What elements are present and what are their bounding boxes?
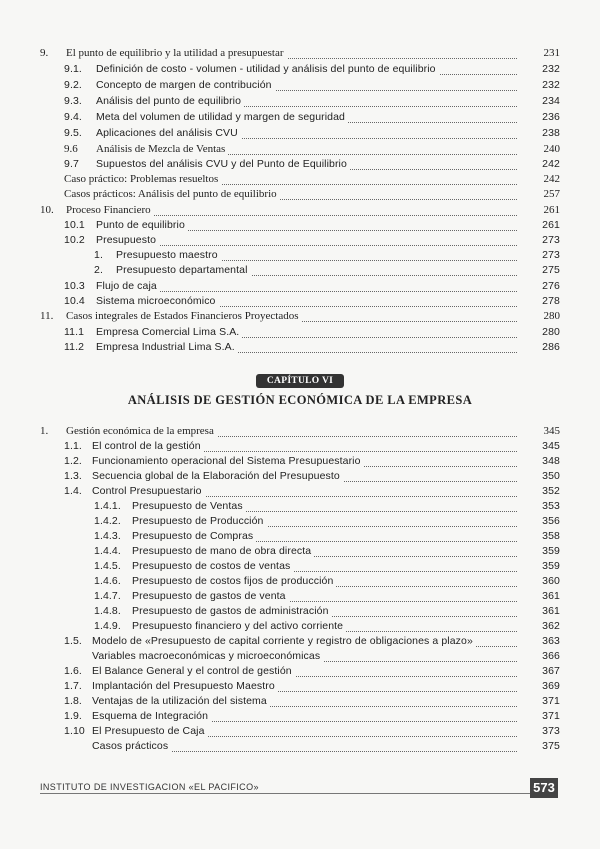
toc-entry-title: Funcionamiento operacional del Sistema Presupuestario <box>92 454 364 469</box>
toc-entry <box>0 709 600 724</box>
toc-entry-title: Presupuesto de Ventas <box>132 499 246 514</box>
toc-entry-page: 278 <box>517 294 560 309</box>
toc-entry-page: 359 <box>517 559 560 574</box>
toc-entry-title: Ventajas de la utilización del sistema <box>92 694 270 709</box>
toc-entry-title: Flujo de caja <box>96 279 160 294</box>
toc-entry <box>0 574 600 589</box>
toc-entry <box>0 679 600 694</box>
toc-entry <box>0 499 600 514</box>
toc-entry-title: Análisis del punto de equilibrio <box>96 94 244 109</box>
toc-entry-title: El punto de equilibrio y la utilidad a presupuestar <box>66 46 287 61</box>
toc-entry-page: 273 <box>517 233 560 248</box>
toc-entry-number: 1.4.9. <box>94 620 121 632</box>
toc-entry-number: 1.4.3. <box>94 530 121 542</box>
toc-entry-page: 363 <box>517 634 560 649</box>
toc-entry-page: 345 <box>517 424 560 439</box>
toc-entry-title: Empresa Comercial Lima S.A. <box>96 325 242 340</box>
toc-entry-number: 9.6 <box>64 143 78 155</box>
toc-entry-number: 1.9. <box>64 710 82 722</box>
toc-entry-page: 232 <box>517 62 560 77</box>
toc-entry-title: Implantación del Presupuesto Maestro <box>92 679 278 694</box>
toc-entry-title: Aplicaciones del análisis CVU <box>96 126 241 141</box>
toc-entry <box>0 78 600 93</box>
toc-entry-title: Supuestos del análisis CVU y del Punto de Equilibrio <box>96 157 350 172</box>
toc-entry <box>0 309 600 324</box>
toc-entry-number: 9.1. <box>64 63 82 75</box>
toc-entry-page: 275 <box>517 263 560 278</box>
toc-entry-number: 1.8. <box>64 695 82 707</box>
toc-entry-number: 9.3. <box>64 95 82 107</box>
toc-entry <box>0 559 600 574</box>
toc-entry-page: 261 <box>517 218 560 233</box>
toc-entry-title: Casos prácticos <box>92 739 171 754</box>
toc-entry <box>0 694 600 709</box>
toc-entry-page: 371 <box>517 694 560 709</box>
toc-entry-title: Presupuesto departamental <box>116 263 251 278</box>
toc-entry-number: 1.4. <box>64 485 82 497</box>
toc-entry <box>0 126 600 141</box>
toc-entry-title: Meta del volumen de utilidad y margen de seguridad <box>96 110 348 125</box>
toc-entry-page: 238 <box>517 126 560 141</box>
toc-entry-page: 286 <box>517 340 560 355</box>
toc-entry <box>0 172 600 187</box>
toc-entry-number: 1. <box>40 425 49 437</box>
toc-entry-number: 9. <box>40 47 49 59</box>
toc-entry <box>0 634 600 649</box>
toc-entry-title: Proceso Financiero <box>66 203 154 218</box>
toc-entry <box>0 62 600 77</box>
toc-entry-page: 236 <box>517 110 560 125</box>
toc-entry-title: Control Presupuestario <box>92 484 205 499</box>
toc-entry-number: 11. <box>40 310 54 322</box>
toc-entry-number: 1.1. <box>64 440 82 452</box>
toc-entry-number: 1.7. <box>64 680 82 692</box>
toc-entry <box>0 469 600 484</box>
toc-entry <box>0 604 600 619</box>
toc-entry-page: 358 <box>517 529 560 544</box>
toc-entry-title: El control de la gestión <box>92 439 204 454</box>
toc-entry-page: 350 <box>517 469 560 484</box>
toc-entry <box>0 142 600 157</box>
toc-entry-title: Presupuesto <box>96 233 159 248</box>
dot-leader <box>96 291 535 292</box>
toc-entry-number: 1.6. <box>64 665 82 677</box>
toc-entry-title: Secuencia global de la Elaboración del Presupuesto <box>92 469 343 484</box>
toc-entry <box>0 46 600 61</box>
toc-entry <box>0 263 600 278</box>
toc-entry-title: Sistema microeconómico <box>96 294 219 309</box>
toc-entry-title: Definición de costo - volumen - utilidad y análisis del punto de equilibrio <box>96 62 439 77</box>
toc-entry-title: Variables macroeconómicas y microeconómicas <box>92 649 323 664</box>
toc-entry-number: 1.5. <box>64 635 82 647</box>
toc-entry-number: 10.3 <box>64 280 85 292</box>
toc-entry-number: 9.5. <box>64 127 82 139</box>
toc-entry-title: Presupuesto de gastos de administración <box>132 604 332 619</box>
toc-entry-title: Presupuesto maestro <box>116 248 221 263</box>
toc-entry-number: 9.4. <box>64 111 82 123</box>
toc-entry-title: Gestión económica de la empresa <box>66 424 217 439</box>
toc-entry-page: 348 <box>517 454 560 469</box>
toc-entry-page: 231 <box>517 46 560 61</box>
toc-entry-page: 240 <box>517 142 560 157</box>
toc-entry-page: 242 <box>517 172 560 187</box>
toc-entry <box>0 664 600 679</box>
toc-entry-page: 361 <box>517 589 560 604</box>
toc-entry-page: 361 <box>517 604 560 619</box>
toc-entry-number: 11.2 <box>64 341 85 353</box>
toc-entry-page: 242 <box>517 157 560 172</box>
toc-entry-title: Presupuesto de costos de ventas <box>132 559 293 574</box>
toc-entry-title: Casos integrales de Estados Financieros Proyectados <box>66 309 301 324</box>
toc-entry-page: 375 <box>517 739 560 754</box>
toc-entry-title: Modelo de «Presupuesto de capital corriente y registro de obligaciones a plazo» <box>92 634 476 649</box>
toc-entry-page: 360 <box>517 574 560 589</box>
toc-entry <box>0 294 600 309</box>
toc-entry <box>0 424 600 439</box>
toc-entry-number: 11.1 <box>64 326 85 338</box>
toc-entry-number: 1.2. <box>64 455 82 467</box>
toc-entry-title: Esquema de Integración <box>92 709 211 724</box>
toc-entry-page: 280 <box>517 309 560 324</box>
chapter-title: ANÁLISIS DE GESTIÓN ECONÓMICA DE LA EMPRESA <box>127 393 473 407</box>
toc-entry-title: Presupuesto financiero y del activo corriente <box>132 619 346 634</box>
toc-entry-title: Análisis de Mezcla de Ventas <box>96 142 228 157</box>
toc-entry-number: 1.4.7. <box>94 590 121 602</box>
toc-entry-page: 371 <box>517 709 560 724</box>
toc-entry-title: Presupuesto de costos fijos de producción <box>132 574 336 589</box>
toc-entry <box>0 589 600 604</box>
toc-entry-page: 373 <box>517 724 560 739</box>
toc-entry <box>0 649 600 664</box>
toc-entry-page: 345 <box>517 439 560 454</box>
toc-entry-page: 273 <box>517 248 560 263</box>
toc-entry <box>0 454 600 469</box>
toc-entry <box>0 724 600 739</box>
toc-entry <box>0 187 600 202</box>
toc-entry-number: 2. <box>94 264 103 276</box>
toc-entry <box>0 340 600 355</box>
page-number: 573 <box>530 778 558 798</box>
toc-entry-page: 362 <box>517 619 560 634</box>
toc-entry-page: 367 <box>517 664 560 679</box>
toc-entry <box>0 218 600 233</box>
toc-entry <box>0 529 600 544</box>
toc-entry-title: Presupuesto de Compras <box>132 529 256 544</box>
toc-entry-page: 276 <box>517 279 560 294</box>
toc-entry <box>0 739 600 754</box>
chapter-badge: CAPÍTULO VI <box>256 374 344 388</box>
toc-entry <box>0 157 600 172</box>
toc-entry-page: 353 <box>517 499 560 514</box>
toc-entry-number: 1.4.4. <box>94 545 121 557</box>
toc-entry <box>0 110 600 125</box>
toc-entry <box>0 439 600 454</box>
toc-entry-page: 234 <box>517 94 560 109</box>
toc-entry-number: 10.2 <box>64 234 85 246</box>
toc-entry <box>0 203 600 218</box>
toc-entry-title: Presupuesto de Producción <box>132 514 267 529</box>
toc-entry-number: 10. <box>40 204 54 216</box>
toc-entry-number: 10.4 <box>64 295 85 307</box>
toc-entry-page: 261 <box>517 203 560 218</box>
toc-entry-number: 1.4.6. <box>94 575 121 587</box>
toc-entry-page: 356 <box>517 514 560 529</box>
footer-publisher: INSTITUTO DE INVESTIGACION «EL PACIFICO» <box>40 782 259 792</box>
toc-entry <box>0 248 600 263</box>
toc-entry-page: 369 <box>517 679 560 694</box>
toc-entry <box>0 233 600 248</box>
toc-entry-title: Concepto de margen de contribución <box>96 78 275 93</box>
toc-entry-number: 1.4.8. <box>94 605 121 617</box>
toc-entry <box>0 325 600 340</box>
toc-entry-title: Casos prácticos: Análisis del punto de equilibrio <box>64 187 280 202</box>
toc-entry <box>0 619 600 634</box>
toc-entry <box>0 279 600 294</box>
toc-entry-number: 1.3. <box>64 470 82 482</box>
toc-entry-number: 1.10 <box>64 725 85 737</box>
toc-entry-page: 359 <box>517 544 560 559</box>
toc-entry-title: El Presupuesto de Caja <box>92 724 208 739</box>
toc-entry-page: 232 <box>517 78 560 93</box>
toc-entry-title: Caso práctico: Problemas resueltos <box>64 172 221 187</box>
toc-entry-number: 1. <box>94 249 103 261</box>
toc-entry-number: 10.1 <box>64 219 85 231</box>
toc-entry-title: Presupuesto de mano de obra directa <box>132 544 314 559</box>
toc-entry-page: 352 <box>517 484 560 499</box>
toc-entry-number: 1.4.2. <box>94 515 121 527</box>
toc-entry-title: Punto de equilibrio <box>96 218 188 233</box>
toc-entry-number: 1.4.5. <box>94 560 121 572</box>
toc-entry-page: 257 <box>517 187 560 202</box>
dot-leader <box>96 245 535 246</box>
toc-entry-number: 9.2. <box>64 79 82 91</box>
toc-entry-title: El Balance General y el control de gestión <box>92 664 295 679</box>
toc-entry <box>0 484 600 499</box>
toc-entry-page: 280 <box>517 325 560 340</box>
toc-entry-number: 9.7 <box>64 158 79 170</box>
toc-entry <box>0 94 600 109</box>
toc-entry-page: 366 <box>517 649 560 664</box>
toc-entry <box>0 544 600 559</box>
toc-entry-title: Presupuesto de gastos de venta <box>132 589 289 604</box>
toc-entry-title: Empresa Industrial Lima S.A. <box>96 340 238 355</box>
footer-divider <box>40 793 530 794</box>
toc-entry-number: 1.4.1. <box>94 500 121 512</box>
toc-entry <box>0 514 600 529</box>
